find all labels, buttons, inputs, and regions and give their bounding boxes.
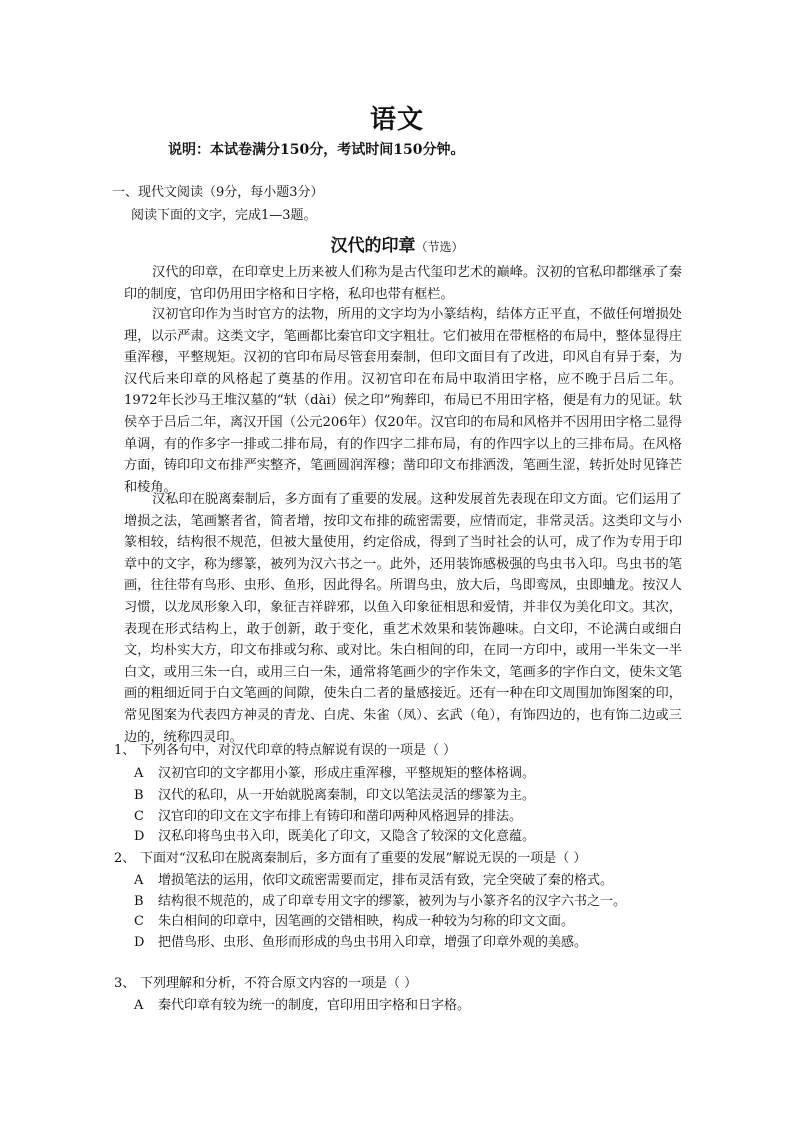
question-1-stem xyxy=(114,741,456,761)
question-text: 下面对“汉私印在脱离秦制后，多方面有了重要的发展”解说无误的一项是（ ） xyxy=(140,851,587,866)
section-instruction: 阅读下面的文字，完成1—3题。 xyxy=(131,208,317,223)
option-letter: C xyxy=(134,809,144,824)
article-title xyxy=(0,231,794,256)
section-heading: 一、现代文阅读（9分，每小题3分） xyxy=(112,185,324,200)
question-1-option-c xyxy=(134,807,522,827)
question-number: 1、 xyxy=(114,743,136,758)
option-letter: B xyxy=(134,788,144,803)
option-text: 汉官印的印文在文字布排上有铸印和凿印两种风格迥异的排法。 xyxy=(158,809,523,824)
page-title: 语文 xyxy=(369,105,424,135)
option-letter: A xyxy=(134,766,144,781)
question-3-stem xyxy=(114,974,417,994)
article-title-main: 汉代的印章 xyxy=(330,236,416,256)
option-letter: D xyxy=(134,935,145,950)
exam-note: 说明：本试卷满分150分，考试时间150分钟。 xyxy=(168,142,465,158)
article-paragraph: 汉私印在脱离秦制后，多方面有了重要的发展。这种发展首先表现在印文方面。它们运用了增损之法，笔画繁者省，简者增，按印文布排的疏密需要，应情而定，非常灵活。这类印文与小篆相较，结构很不规范，但被大量使用，约定俗成，得到了当时社会的认可，成了作为专用于印章中的文字，称为缪篆，被列为汉六书之一。此外，还用装饰感极强的鸟虫书入印。鸟虫书的笔画，往往带有鸟形、虫形、鱼形，因此得名。所谓鸟虫，放大后，鸟即鸾凤，虫即蛐龙。按汉人习惯，以龙凤形象入印，象征吉祥辟邪，以鱼入印象征相思和爱情，并非仅为美化印文。其次，表现在形式结构上，敢于创新，敢于变化，重艺术效果和装饰趣味。白文印，不论满白或细白文，均朴实大方，印文布排或匀称、或对比。朱白相间的印，在同一方印中，或用一半朱文一半白文，或用三朱一白，或用三白一朱，通常将笔画少的字作朱文，笔画多的字作白文，使朱文笔画的粗细近同于白文笔画的间隙，使朱白二者的量感接近。还有一种在印文周围加饰图案的印，常见图案为代表四方神灵的青龙、白虎、朱雀（凤）、玄武（龟），有饰四边的，也有饰二边或三边的，统称四灵印。 xyxy=(124,492,682,745)
option-letter: C xyxy=(134,914,144,929)
option-text: 结构很不规范的，成了印章专用文字的缪篆，被列为与小篆齐名的汉字六书之一。 xyxy=(158,894,627,909)
question-number: 3、 xyxy=(114,976,136,991)
option-letter: A xyxy=(134,998,144,1013)
article-title-sub: （节选） xyxy=(415,240,464,254)
option-letter: B xyxy=(134,894,144,909)
option-text: 汉初官印的文字都用小篆，形成庄重浑穆，平整规矩的整体格调。 xyxy=(158,766,536,781)
option-text: 汉代的私印，从一开始就脱离秦制，印文以笔法灵活的缪篆为主。 xyxy=(158,788,536,803)
question-2-option-a xyxy=(134,871,613,891)
question-1-option-b xyxy=(134,786,535,806)
option-text: 汉私印将鸟虫书入印，既美化了印文，又隐含了较深的文化意蕴。 xyxy=(158,829,536,844)
question-text: 下列理解和分析，不符合原文内容的一项是（ ） xyxy=(140,976,418,991)
option-text: 把借鸟形、虫形、鱼形而形成的鸟虫书用入印章，增强了印章外观的美感。 xyxy=(158,935,588,950)
question-3-option-a xyxy=(134,996,470,1016)
question-2-option-d xyxy=(134,933,587,953)
article-paragraph: 汉初官印作为当时官方的法物，所用的文字均为小篆结构，结体方正平直，不做任何增损处理，以示严肃。这类文字，笔画都比秦官印文字粗壮。它们被用在带框格的布局中，整体显得庄重浑穆，平整规矩。汉初的官印布局尽管套用秦制，但印文面目有了改进，印风自有异于秦，为汉代后来印章的风格起了奠基的作用。汉初官印在布局中取消田字格，应不晚于吕后二年。1972年长沙马王堆汉墓的“轪（dài）侯之印”殉葬印，布局已不用田字格，便是有力的见证。轪侯卒于吕后二年，离汉开国（公元206年）仅20年。汉官印的布局和风格并不因用田字格二显得单调，有的作多字一排或二排布局，有的作四字二排布局，有的作四字以上的三排布局。在风格方面，铸印印文布排严实整齐，笔画圆润浑穆；凿印印文布排洒泼，笔画生涩，转折处时见锋芒和棱角。 xyxy=(124,307,682,495)
question-number: 2、 xyxy=(114,851,136,866)
question-text: 下列各句中，对汉代印章的特点解说有误的一项是（ ） xyxy=(140,743,457,758)
question-1-option-a xyxy=(134,764,535,784)
option-letter: D xyxy=(134,829,145,844)
option-text: 朱白相间的印章中，因笔画的交错相映，构成一种较为匀称的印文文面。 xyxy=(158,914,575,929)
question-1-option-d xyxy=(134,827,535,847)
article-paragraph: 汉代的印章，在印章史上历来被人们称为是古代玺印艺术的巅峰。汉初的官私印都继承了秦印的制度，官印仍用田字格和日字格，私印也带有框栏。 xyxy=(124,265,682,302)
question-2-stem xyxy=(114,849,586,869)
option-letter: A xyxy=(134,873,144,888)
option-text: 秦代印章有较为统一的制度，官印用田字格和日字格。 xyxy=(158,998,471,1013)
question-2-option-c xyxy=(134,912,574,932)
question-2-option-b xyxy=(134,892,626,912)
option-text: 增损笔法的运用，依印文疏密需要而定，排布灵活有致，完全突破了秦的格式。 xyxy=(158,873,614,888)
